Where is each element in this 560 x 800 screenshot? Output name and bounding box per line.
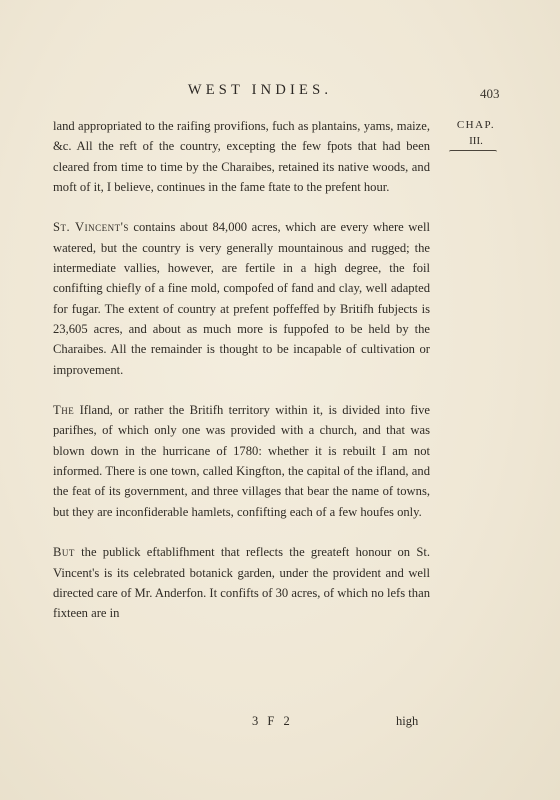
body-text [53, 116, 430, 644]
paragraph-3 [53, 400, 430, 522]
paragraph-2 [53, 217, 430, 379]
paragraph-4 [53, 542, 430, 623]
margin-chap-number: III. [469, 135, 483, 147]
catchword: high [396, 714, 419, 728]
signature-mark: 3 F 2 [252, 714, 293, 728]
margin-rule [449, 150, 497, 154]
margin-chap-label: CHAP. [456, 119, 496, 131]
margin-chapter-note [446, 117, 506, 149]
paragraph-4-text: the publick eftablifhment that reflects the greateft honour on St. Vincent's is its celebrated botanick garden, under the provident and well directed care of Mr. Anderfon. It confifts of 30 acres, of which no lefs than fixteen are in [53, 545, 430, 621]
paragraph-4-lead: But [53, 545, 75, 560]
paragraph-1 [53, 116, 430, 197]
page-number: 403 [480, 86, 500, 101]
paragraph-2-text: contains about 84,000 acres, which are every where well watered, but the country is very generally mountainous and rugged; the intermediate vallies, however, are fertile in a high degree, the foil confifting chiefly of a fine mold, compofed of fand and clay, well adapted for fugar. The extent of country at prefent poffeffed by Britifh fubjects is 23,605 acres, and about as much more is fuppofed to be held by the Charaibes. All the remainder is thought to be incapable of cultivation or improvement. [53, 220, 430, 377]
paragraph-3-text: Ifland, or rather the Britifh territory within it, is divided into five parifhes, of which only one was provided with a church, and that was blown down in the hurricane of 1780: whether it is rebuilt I am not informed. There is one town, called Kingfton, the capital of the ifland, and the feat of its government, and three villages that bear the name of towns, but they are inconfiderable hamlets, confifting each of a few houfes only. [53, 403, 430, 519]
paragraph-2-lead: St. Vincent's [53, 220, 129, 235]
running-title: WEST INDIES. [187, 82, 333, 98]
paragraph-1-text: land appropriated to the raifing provifions, fuch as plantains, yams, maize, &c. All the reft of the country, excepting the few fpots that had been cleared from time to time by the Charaibes, retained its native woods, and moft of it, I believe, continues in the fame ftate to the prefent hour. [53, 119, 430, 194]
paragraph-3-lead: The [53, 403, 75, 418]
